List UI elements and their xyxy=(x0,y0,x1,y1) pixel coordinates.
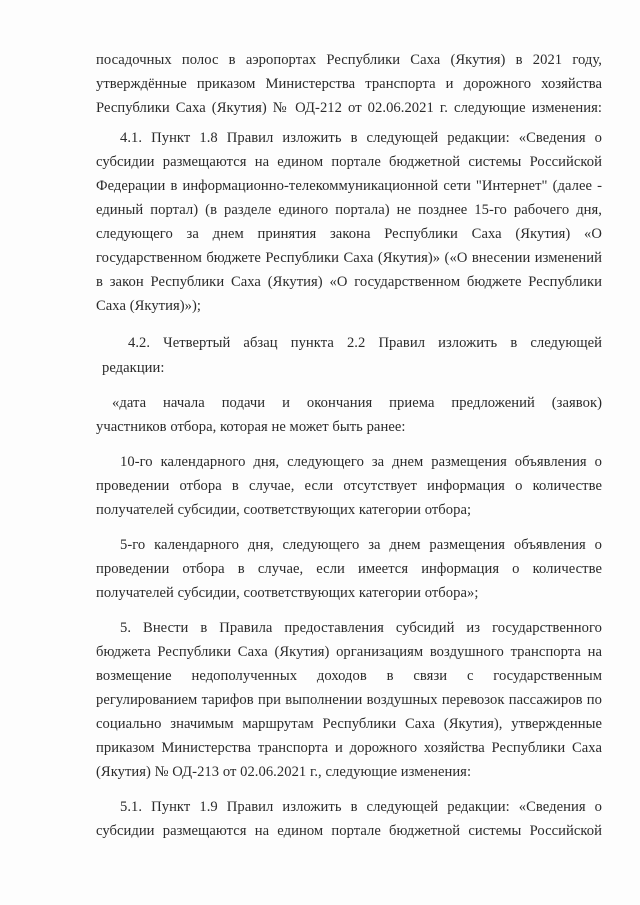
text-line: Республики Саха (Якутия) № ОД-212 от 02.06.2021 г. следующие изменения: xyxy=(96,100,602,116)
text-line: (Якутия) № ОД-213 от 02.06.2021 г., следующие изменения: xyxy=(96,764,472,780)
text-line: редакции: xyxy=(102,360,165,376)
text-line: участников отбора, которая не может быть ранее: xyxy=(96,419,406,435)
text-line: 5-го календарного дня, следующего за днем размещения объявления о xyxy=(120,537,602,553)
text-line: посадочных полос в аэропортах Республики Саха (Якутия) в 2021 году, xyxy=(96,52,602,68)
text-line: субсидии размещаются на едином портале бюджетной системы Российской xyxy=(96,154,602,170)
text-line: бюджета Республики Саха (Якутия) организациям воздушного транспорта на xyxy=(96,644,602,660)
text-line: приказом Министерства транспорта и дорожного хозяйства Республики Саха xyxy=(96,740,602,756)
text-line: получателей субсидии, соответствующих категории отбора»; xyxy=(96,585,479,601)
text-line: следующего за днем принятия закона Республики Саха (Якутия) «О xyxy=(96,226,602,242)
text-line: регулированием тарифов при выполнении воздушных перевозок пассажиров по xyxy=(96,692,602,708)
text-line: получателей субсидии, соответствующих категории отбора; xyxy=(96,502,472,518)
text-line: «дата начала подачи и окончания приема предложений (заявок) xyxy=(112,395,602,411)
text-line: государственном бюджете Республики Саха (Якутия)» («О внесении изменений xyxy=(96,250,602,266)
text-line: 5.1. Пункт 1.9 Правил изложить в следующей редакции: «Сведения о xyxy=(120,799,602,815)
text-line: проведении отбора в случае, если имеется информация о количестве xyxy=(96,561,602,577)
text-line: 5. Внести в Правила предоставления субсидий из государственного xyxy=(120,620,602,636)
text-line: 4.1. Пункт 1.8 Правил изложить в следующей редакции: «Сведения о xyxy=(120,130,602,146)
text-line: Саха (Якутия)»); xyxy=(96,298,201,314)
text-line: 10-го календарного дня, следующего за днем размещения объявления о xyxy=(120,454,602,470)
text-line: единый портал) (в разделе единого портала) не позднее 15-го рабочего дня, xyxy=(96,202,602,218)
text-line: утверждённые приказом Министерства транспорта и дорожного хозяйства xyxy=(96,76,602,92)
text-line: Федерации в информационно-телекоммуникационной сети "Интернет" (далее - xyxy=(96,178,602,194)
text-line: субсидии размещаются на едином портале бюджетной системы Российской xyxy=(96,823,602,839)
text-line: в закон Республики Саха (Якутия) «О государственном бюджете Республики xyxy=(96,274,602,290)
text-line: возмещение недополученных доходов в связи с государственным xyxy=(96,668,602,684)
text-line: 4.2. Четвертый абзац пункта 2.2 Правил изложить в следующей xyxy=(128,335,602,351)
text-line: проведении отбора в случае, если отсутствует информация о количестве xyxy=(96,478,602,494)
text-line: социально значимым маршрутам Республики Саха (Якутия), утвержденные xyxy=(96,716,602,732)
